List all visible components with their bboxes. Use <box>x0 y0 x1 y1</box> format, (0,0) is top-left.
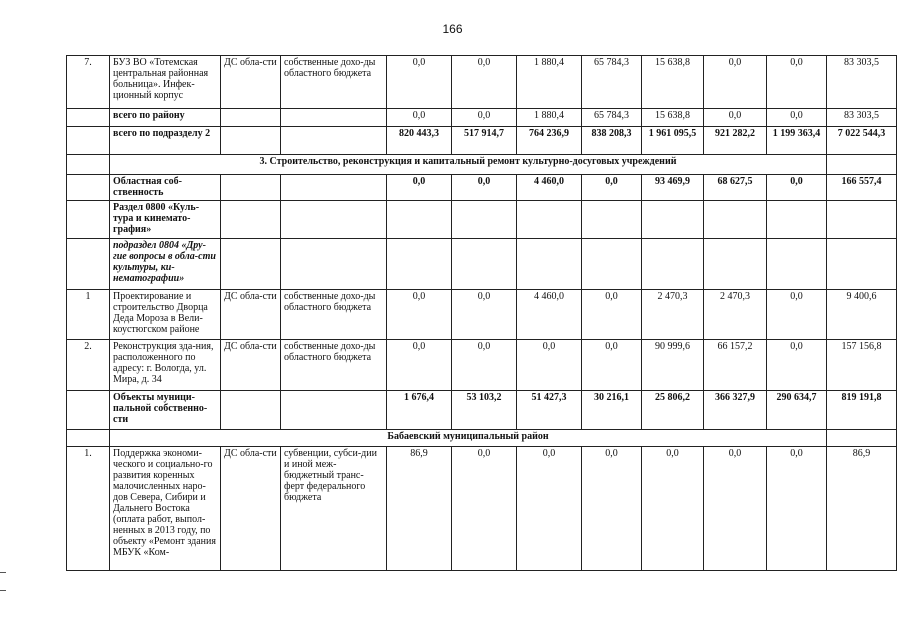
value-cell: 51 427,3 <box>517 391 582 430</box>
table-row <box>67 430 897 447</box>
table-row <box>67 290 897 340</box>
value-cell: 157 156,8 <box>827 340 897 391</box>
value-cell <box>827 155 897 175</box>
funding-type: ДС обла-сти <box>221 447 281 571</box>
value-cell: 0,0 <box>387 109 452 127</box>
table-row <box>67 391 897 430</box>
value-cell: 66 157,2 <box>704 340 767 391</box>
value-cell: 0,0 <box>387 340 452 391</box>
value-cell: 7 022 544,3 <box>827 127 897 155</box>
value-cell: 366 327,9 <box>704 391 767 430</box>
table-row <box>67 447 897 571</box>
funding-source <box>281 175 387 201</box>
section-heading: 3. Строительство, реконструкция и капитальный ремонт культурно-досуговых учреждений <box>110 155 827 175</box>
value-cell: 1 961 095,5 <box>642 127 704 155</box>
value-cell <box>387 201 452 239</box>
row-number: 7. <box>67 56 110 109</box>
funding-type: ДС обла-сти <box>221 56 281 109</box>
value-cell: 90 999,6 <box>642 340 704 391</box>
value-cell: 0,0 <box>517 340 582 391</box>
value-cell: 290 634,7 <box>767 391 827 430</box>
value-cell: 819 191,8 <box>827 391 897 430</box>
value-cell: 0,0 <box>517 447 582 571</box>
value-cell: 25 806,2 <box>642 391 704 430</box>
section-name: Раздел 0800 «Куль-тура и кинемато-графия» <box>110 201 221 239</box>
value-cell: 0,0 <box>704 447 767 571</box>
value-cell <box>582 201 642 239</box>
value-cell: 65 784,3 <box>582 56 642 109</box>
row-number: 2. <box>67 340 110 391</box>
value-cell: 83 303,5 <box>827 56 897 109</box>
funding-type <box>221 201 281 239</box>
row-number <box>67 127 110 155</box>
budget-table <box>66 55 897 571</box>
value-cell <box>517 201 582 239</box>
value-cell: 53 103,2 <box>452 391 517 430</box>
value-cell: 65 784,3 <box>582 109 642 127</box>
funding-type: ДС обла-сти <box>221 290 281 340</box>
value-cell <box>387 239 452 290</box>
value-cell <box>827 430 897 447</box>
value-cell: 86,9 <box>387 447 452 571</box>
row-number: 1 <box>67 290 110 340</box>
value-cell: 517 914,7 <box>452 127 517 155</box>
value-cell: 0,0 <box>387 56 452 109</box>
value-cell: 0,0 <box>767 290 827 340</box>
value-cell <box>827 239 897 290</box>
value-cell: 921 282,2 <box>704 127 767 155</box>
table-row <box>67 109 897 127</box>
value-cell: 15 638,8 <box>642 109 704 127</box>
value-cell: 4 460,0 <box>517 175 582 201</box>
value-cell: 9 400,6 <box>827 290 897 340</box>
funding-source <box>281 109 387 127</box>
value-cell: 166 557,4 <box>827 175 897 201</box>
table-row <box>67 56 897 109</box>
funding-type <box>221 127 281 155</box>
district-heading: Бабаевский муниципальный район <box>110 430 827 447</box>
value-cell <box>704 239 767 290</box>
value-cell: 93 469,9 <box>642 175 704 201</box>
value-cell: 0,0 <box>767 447 827 571</box>
subsection-name: подраздел 0804 «Дру-гие вопросы в обла-сти культуры, ки-нематографии» <box>110 239 221 290</box>
table-row <box>67 239 897 290</box>
funding-type: ДС обла-сти <box>221 340 281 391</box>
value-cell: 764 236,9 <box>517 127 582 155</box>
value-cell: 68 627,5 <box>704 175 767 201</box>
value-cell: 0,0 <box>582 340 642 391</box>
value-cell: 0,0 <box>452 109 517 127</box>
value-cell: 838 208,3 <box>582 127 642 155</box>
funding-source: собственные дохо-ды областного бюджета <box>281 56 387 109</box>
funding-type <box>221 239 281 290</box>
funding-type <box>221 175 281 201</box>
value-cell: 15 638,8 <box>642 56 704 109</box>
page-number: 166 <box>442 22 463 36</box>
table-row <box>67 127 897 155</box>
value-cell <box>827 201 897 239</box>
value-cell: 0,0 <box>452 447 517 571</box>
value-cell: 4 460,0 <box>517 290 582 340</box>
value-cell <box>767 201 827 239</box>
value-cell: 820 443,3 <box>387 127 452 155</box>
value-cell <box>452 201 517 239</box>
value-cell: 0,0 <box>582 447 642 571</box>
funding-type <box>221 391 281 430</box>
value-cell: 2 470,3 <box>642 290 704 340</box>
funding-source <box>281 391 387 430</box>
value-cell: 86,9 <box>827 447 897 571</box>
value-cell: 2 470,3 <box>704 290 767 340</box>
funding-source: собственные дохо-ды областного бюджета <box>281 290 387 340</box>
value-cell: 0,0 <box>767 109 827 127</box>
value-cell <box>642 239 704 290</box>
row-number <box>67 201 110 239</box>
value-cell <box>452 239 517 290</box>
value-cell: 0,0 <box>387 290 452 340</box>
value-cell: 0,0 <box>452 340 517 391</box>
row-number <box>67 391 110 430</box>
row-number <box>67 155 110 175</box>
margin-mark <box>0 572 6 573</box>
value-cell: 1 676,4 <box>387 391 452 430</box>
object-name: всего по району <box>110 109 221 127</box>
row-number <box>67 239 110 290</box>
value-cell <box>704 201 767 239</box>
value-cell <box>582 239 642 290</box>
funding-type <box>221 109 281 127</box>
funding-source: собственные дохо-ды областного бюджета <box>281 340 387 391</box>
value-cell: 0,0 <box>452 56 517 109</box>
table-row <box>67 201 897 239</box>
value-cell: 1 199 363,4 <box>767 127 827 155</box>
value-cell: 0,0 <box>452 175 517 201</box>
value-cell <box>517 239 582 290</box>
value-cell: 0,0 <box>582 175 642 201</box>
value-cell: 30 216,1 <box>582 391 642 430</box>
object-name: Реконструкция зда-ния, расположенного по адресу: г. Вологда, ул. Мира, д. 34 <box>110 340 221 391</box>
row-number <box>67 430 110 447</box>
object-name: БУЗ ВО «Тотемская центральная районная больница». Инфек-ционный корпус <box>110 56 221 109</box>
value-cell: 0,0 <box>767 175 827 201</box>
row-number <box>67 175 110 201</box>
value-cell: 1 880,4 <box>517 109 582 127</box>
margin-mark <box>0 590 6 591</box>
row-number <box>67 109 110 127</box>
value-cell <box>767 239 827 290</box>
value-cell: 0,0 <box>704 56 767 109</box>
value-cell: 0,0 <box>767 340 827 391</box>
value-cell: 83 303,5 <box>827 109 897 127</box>
value-cell: 0,0 <box>767 56 827 109</box>
row-number: 1. <box>67 447 110 571</box>
value-cell: 0,0 <box>387 175 452 201</box>
value-cell <box>642 201 704 239</box>
value-cell: 0,0 <box>582 290 642 340</box>
table-row <box>67 340 897 391</box>
object-name: всего по подразделу 2 <box>110 127 221 155</box>
object-name: Областная соб-ственность <box>110 175 221 201</box>
value-cell: 1 880,4 <box>517 56 582 109</box>
funding-source <box>281 201 387 239</box>
value-cell: 0,0 <box>452 290 517 340</box>
value-cell: 0,0 <box>642 447 704 571</box>
object-name: Объекты муници-пальной собственно-сти <box>110 391 221 430</box>
object-name: Проектирование и строительство Дворца Деда Мороза в Вели-коустюгском районе <box>110 290 221 340</box>
table-row <box>67 175 897 201</box>
funding-source <box>281 239 387 290</box>
funding-source: субвенции, субси-дии и иной меж-бюджетный транс-ферт федерального бюджета <box>281 447 387 571</box>
funding-source <box>281 127 387 155</box>
value-cell: 0,0 <box>704 109 767 127</box>
table-row <box>67 155 897 175</box>
object-name: Поддержка экономи-ческого и социально-го развития коренных малочисленных наро-дов Севера, Сибири и Дальнего Востока (оплата работ, выпол-ненных в 2013 году, по объекту «Ремонт здания МБУК «Ком- <box>110 447 221 571</box>
